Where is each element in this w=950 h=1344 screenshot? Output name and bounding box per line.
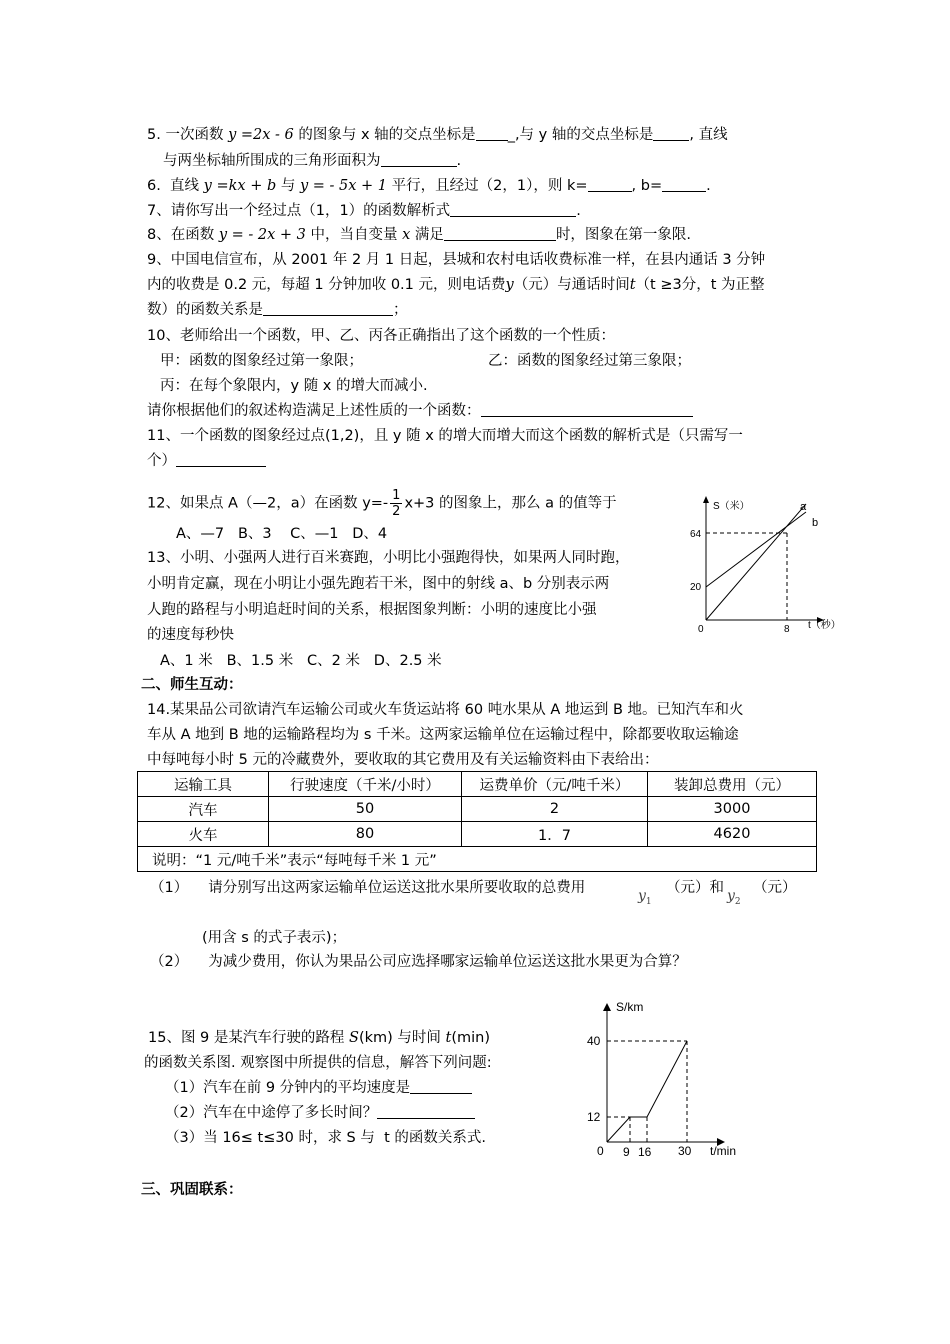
q10-yi: 乙：函数的图象经过第三象限； bbox=[488, 353, 691, 369]
graph15-xlabel: t/min bbox=[710, 1144, 737, 1158]
q15-blank-2[interactable] bbox=[377, 1103, 475, 1119]
q11-blank[interactable] bbox=[176, 451, 266, 467]
q13-options: A、1 米 B、1.5 米 C、2 米 D、2.5 米 bbox=[160, 653, 442, 669]
graph13-xlabel: t（秒） bbox=[808, 620, 841, 631]
table-header: 运费单价（元/吨千米） bbox=[462, 772, 648, 797]
graph13-origin: 0 bbox=[698, 624, 704, 635]
q14-part1-end: （元） bbox=[753, 880, 797, 896]
q6-line: 6. 直线 y =kx + b 与 y = - 5x + 1 平行，且经过（2，1），则 k= , b= . bbox=[147, 178, 711, 194]
table-note-row bbox=[138, 847, 817, 872]
q11-line2: 个） bbox=[147, 451, 266, 471]
q8-line: 8、在函数 y = - 2x + 3 中，当自变量 x 满足 时，图象在第一象限. bbox=[147, 227, 692, 243]
q5-blank-x[interactable] bbox=[476, 125, 508, 141]
q15-line1: 15、图 9 是某汽车行驶的路程 S(km) 与时间 t(min) bbox=[148, 1030, 491, 1046]
q8-blank[interactable] bbox=[444, 225, 556, 241]
table-cell: 80 bbox=[269, 822, 462, 847]
graph15-tick-12: 12 bbox=[587, 1110, 601, 1124]
q5-line2: 与两坐标轴所围成的三角形面积为 . bbox=[163, 153, 462, 169]
graph15-ylabel: S/km bbox=[616, 1000, 644, 1014]
q15-blank-1[interactable] bbox=[410, 1078, 472, 1094]
graph15-y-arrow bbox=[603, 1003, 611, 1011]
graph15-tick-40: 40 bbox=[587, 1034, 601, 1048]
q9-line3: 数）的函数关系是 ； bbox=[147, 302, 408, 318]
q15-sub2: （2）汽车在中途停了多长时间？ bbox=[165, 1103, 475, 1123]
freight-table bbox=[137, 771, 817, 872]
section-2-heading: 二、师生互动： bbox=[141, 677, 243, 693]
graph15-origin: 0 bbox=[597, 1144, 604, 1158]
q12-line: 12、如果点 A（—2，a）在函数 y=- $\frac{1}{2}$ x+3 的图象上，那么 a 的值等于 bbox=[147, 488, 617, 519]
table-note: 说明：“1 元/吨千米”表示“每吨每千米 1 元” bbox=[138, 847, 817, 872]
table-cell: 50 bbox=[269, 797, 462, 822]
q13-line3: 人跑的路程与小明追赶时间的关系，根据图象判断：小明的速度比小强 bbox=[147, 602, 597, 618]
graph13-line-b bbox=[706, 512, 806, 587]
table-cell: 汽车 bbox=[138, 797, 269, 822]
table-header: 装卸总费用（元） bbox=[648, 772, 817, 797]
graph13-tick-20: 20 bbox=[690, 582, 702, 593]
q10-ask: 请你根据他们的叙述构造满足上述性质的一个函数： bbox=[147, 401, 693, 421]
q7-line: 7、请你写出一个经过点（1，1）的函数解析式 . bbox=[147, 203, 581, 219]
graph-q13 bbox=[675, 490, 841, 635]
q14-part1-note: (用含 s 的式子表示)； bbox=[202, 930, 347, 946]
graph13-ylabel: S（米） bbox=[713, 501, 750, 512]
q5-blank-area[interactable] bbox=[381, 151, 457, 167]
graph13-label-b: b bbox=[812, 517, 819, 529]
q13-line2: 小明肯定赢，现在小明让小强先跑若干米，图中的射线 a、b 分别表示两 bbox=[147, 576, 610, 592]
q13-line4: 的速度每秒快 bbox=[147, 627, 234, 643]
table-header: 运输工具 bbox=[138, 772, 269, 797]
q10-jia: 甲：函数的图象经过第一象限； bbox=[160, 353, 363, 369]
q10-blank[interactable] bbox=[481, 401, 693, 417]
q7-blank[interactable] bbox=[450, 201, 576, 217]
graph13-label-a: a bbox=[800, 501, 807, 513]
q13-line1: 13、小明、小强两人进行百米赛跑，小明比小强跑得快，如果两人同时跑， bbox=[147, 550, 630, 566]
q14-y2: $y_2$ bbox=[727, 888, 741, 907]
graph-q15 bbox=[585, 995, 760, 1165]
table-cell: 1．7 bbox=[462, 822, 648, 847]
table-header-row bbox=[138, 772, 817, 797]
table-cell: 2 bbox=[462, 797, 648, 822]
q11-line1: 11、一个函数的图象经过点(1,2)，且 y 随 x 的增大而增大而这个函数的解析式是（只需写一 bbox=[147, 428, 743, 444]
q10-line1: 10、老师给出一个函数，甲、乙、丙各正确指出了这个函数的一个性质： bbox=[147, 328, 615, 344]
table-cell: 4620 bbox=[648, 822, 817, 847]
q5-blank-y[interactable] bbox=[653, 125, 689, 141]
graph13-tick-8: 8 bbox=[784, 624, 790, 635]
graph15-tick-30: 30 bbox=[678, 1144, 692, 1158]
q15-sub1: （1）汽车在前 9 分钟内的平均速度是 bbox=[165, 1078, 472, 1098]
q6-blank-b[interactable] bbox=[662, 176, 706, 192]
q6-blank-k[interactable] bbox=[588, 176, 632, 192]
q9-blank[interactable] bbox=[263, 300, 393, 316]
graph13-tick-64: 64 bbox=[690, 529, 702, 540]
q15-sub3: （3）当 16≤ t≤30 时，求 S 与 t 的函数关系式. bbox=[165, 1130, 486, 1146]
q12-options: A、—7 B、3 C、—1 D、4 bbox=[176, 526, 388, 542]
graph13-y-arrow bbox=[703, 496, 709, 503]
table-cell: 3000 bbox=[648, 797, 817, 822]
graph15-tick-16: 16 bbox=[638, 1145, 652, 1159]
q15-line2: 的函数关系图. 观察图中所提供的信息，解答下列问题: bbox=[144, 1055, 492, 1071]
q9-line1: 9、中国电信宣布，从 2001 年 2 月 1 日起，县城和农村电话收费标准一样，在县内通话 3 分钟 bbox=[147, 252, 766, 268]
table-header: 行驶速度（千米/小时） bbox=[269, 772, 462, 797]
q14-line1: 14.某果品公司欲请汽车运输公司或火车货运站将 60 吨水果从 A 地运到 B 地。已知汽车和火 bbox=[147, 702, 744, 718]
q5-line1: 5. 一次函数 y =2x - 6 的图象与 x 轴的交点坐标是 _,与 y 轴的交点坐标是 , 直线 bbox=[147, 127, 728, 143]
table-cell: 火车 bbox=[138, 822, 269, 847]
q14-line2: 车从 A 地到 B 地的运输路程均为 s 千米。这两家运输单位在运输过程中，除都要收取运输途 bbox=[147, 727, 739, 743]
q12-fraction: $\frac{1}{2}$ bbox=[392, 488, 401, 519]
q14-part1-mid: （元）和 bbox=[666, 880, 724, 896]
q14-y1: $y_1$ bbox=[638, 888, 652, 907]
graph13-line-a bbox=[706, 504, 806, 620]
table-row bbox=[138, 797, 817, 822]
q10-bing: 丙：在每个象限内，y 随 x 的增大而减小. bbox=[160, 378, 428, 394]
q14-part1: （1） 请分别写出这两家运输单位运送这批水果所要收取的总费用 bbox=[150, 880, 586, 896]
q14-part2: （2） 为减少费用，你认为果品公司应选择哪家运输单位运送这批水果更为合算？ bbox=[150, 954, 687, 970]
q9-line2: 内的收费是 0.2 元，每超 1 分钟加收 0.1 元，则电话费y（元）与通话时间t（t ≥3分，t 为正整 bbox=[147, 277, 765, 293]
section-3-heading: 三、巩固联系： bbox=[141, 1182, 243, 1198]
table-row bbox=[138, 822, 817, 847]
q14-line3: 中每吨每小时 5 元的冷藏费外，要收取的其它费用及有关运输资料由下表给出： bbox=[147, 752, 659, 768]
graph15-tick-9: 9 bbox=[623, 1145, 630, 1159]
